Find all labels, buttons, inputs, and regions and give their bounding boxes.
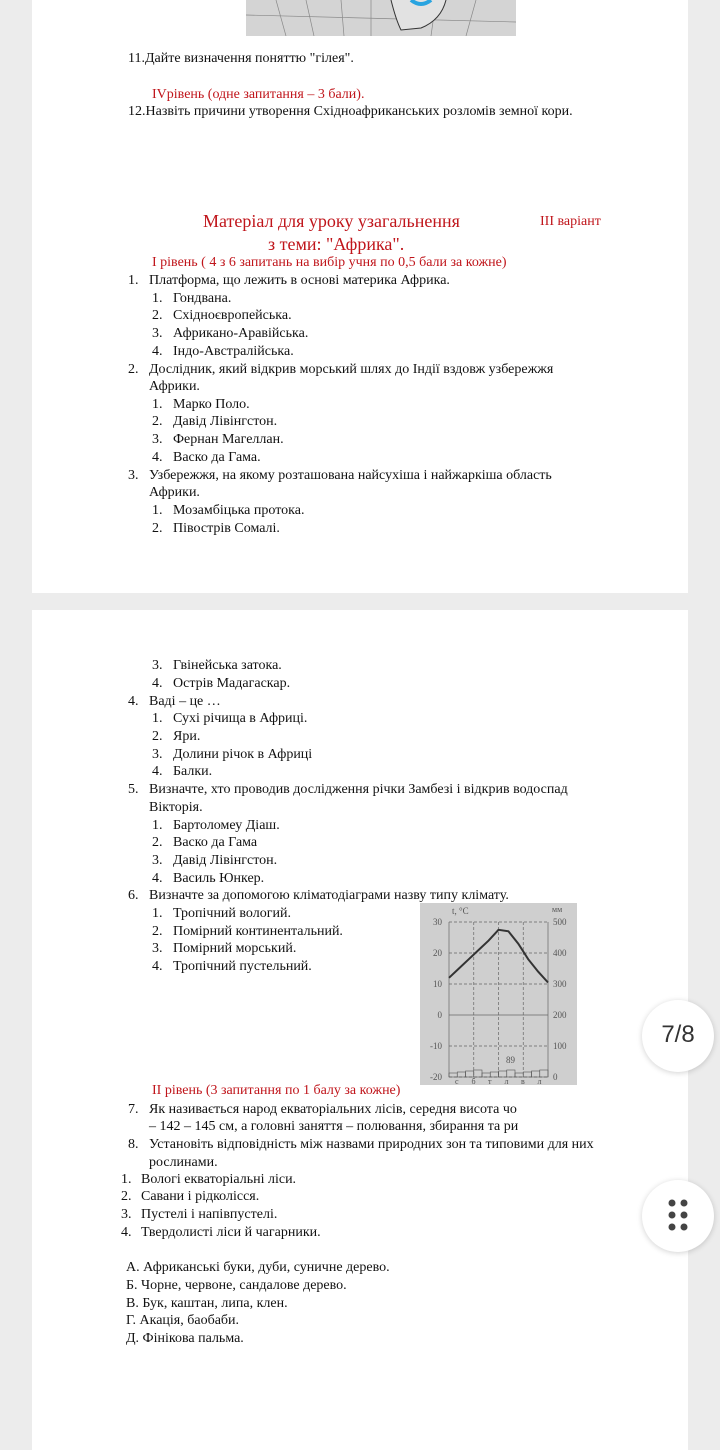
option-number: 1. — [152, 291, 163, 306]
question-text: Як називається народ екваторіальних лісів, середня висота чо — [149, 1102, 517, 1117]
plant-item: Г. Акація, баобаби. — [126, 1313, 240, 1328]
answer-option: Сухі річища в Африці. — [173, 711, 308, 726]
answer-option: Бартоломеу Діаш. — [173, 818, 280, 833]
question-text: Вікторія. — [149, 800, 203, 815]
option-number: 4. — [152, 450, 163, 465]
precipitation-bar — [507, 1070, 515, 1077]
option-number: 2. — [152, 924, 163, 939]
zone-number: 2. — [121, 1189, 132, 1204]
page-indicator-text: 7/8 — [661, 1021, 695, 1048]
question-number: 1. — [128, 273, 139, 288]
answer-option: Яри. — [173, 729, 201, 744]
question-11: 11.Дайте визначення поняттю "гілея". — [128, 51, 354, 66]
question-text: – 142 – 145 см, а головні заняття – полювання, збирання та ри — [149, 1119, 519, 1134]
answer-option: Помірний континентальний. — [173, 924, 343, 939]
x-tick-label: л — [504, 1077, 509, 1085]
precip-total-label: 89 — [506, 1055, 515, 1065]
option-number: 3. — [152, 853, 163, 868]
y-tick-label: 10 — [433, 979, 442, 989]
africa-map-image — [246, 0, 516, 36]
plant-item: В. Бук, каштан, липа, клен. — [126, 1296, 288, 1311]
y-tick-label: 0 — [437, 1010, 442, 1020]
question-text: Визначте, хто проводив дослідження річки Замбезі і відкрив водоспад — [149, 782, 568, 797]
answer-option: Мозамбіцька протока. — [173, 503, 305, 518]
answer-option: Давід Лівінгстон. — [173, 853, 278, 868]
answer-option: Фернан Магеллан. — [173, 432, 284, 447]
y2-axis-label: мм — [552, 905, 563, 914]
option-number: 1. — [152, 397, 163, 412]
plant-item: Д. Фінікова пальма. — [126, 1331, 244, 1346]
answer-option: Тропічний вологий. — [173, 906, 291, 921]
y2-tick-label: 100 — [553, 1041, 567, 1051]
option-number: 3. — [152, 658, 163, 673]
map-drawing — [246, 0, 516, 36]
question-number: 3. — [128, 468, 139, 483]
grid-dots-icon — [666, 1198, 690, 1234]
y-tick-label: -20 — [430, 1072, 442, 1082]
answer-option: Василь Юнкер. — [173, 871, 265, 886]
x-tick-label: л — [537, 1077, 542, 1085]
question-text: Африки. — [149, 485, 200, 500]
question-text: Визначте за допомогою кліматодіаграми назву типу клімату. — [149, 888, 509, 903]
option-number: 4. — [152, 764, 163, 779]
zone-number: 1. — [121, 1172, 132, 1187]
answer-option: Острів Мадагаскар. — [173, 676, 291, 691]
plant-item: А. Африканські буки, дуби, суничне дерево. — [126, 1260, 390, 1275]
answer-option: Балки. — [173, 764, 213, 779]
option-number: 4. — [152, 676, 163, 691]
question-text: Узбережжя, на якому розташована найсухіша і найжаркіша область — [149, 468, 552, 483]
climate-diagram — [420, 903, 577, 1085]
answer-option: Давід Лівінгстон. — [173, 414, 278, 429]
level-2-heading: II рівень (3 запитання по 1 балу за кожне) — [152, 1083, 401, 1098]
option-number: 2. — [152, 521, 163, 536]
answer-option: Африкано-Аравійська. — [173, 326, 309, 341]
option-number: 2. — [152, 414, 163, 429]
y2-tick-label: 0 — [553, 1072, 558, 1082]
x-tick-label: б — [471, 1077, 476, 1085]
x-tick-label: т — [488, 1077, 492, 1085]
answer-option: Гвінейська затока. — [173, 658, 282, 673]
page-grid-button[interactable] — [642, 1180, 714, 1252]
question-text: Платформа, що лежить в основі материка Африка. — [149, 273, 450, 288]
option-number: 2. — [152, 729, 163, 744]
x-tick-label: в — [521, 1077, 525, 1085]
y2-tick-label: 300 — [553, 979, 567, 989]
answer-option: Півострів Сомалі. — [173, 521, 280, 536]
zone-item: Твердолисті ліси й чагарники. — [141, 1225, 321, 1240]
precipitation-bar — [474, 1070, 482, 1077]
zone-number: 3. — [121, 1207, 132, 1222]
option-number: 3. — [152, 432, 163, 447]
title-line-2: з теми: "Африка". — [268, 234, 405, 254]
answer-option: Індо-Австралійська. — [173, 344, 294, 359]
level-4-heading: IVрівень (одне запитання – 3 бали). — [152, 87, 365, 102]
answer-option: Васко да Гама — [173, 835, 258, 850]
y2-tick-label: 500 — [553, 917, 567, 927]
question-number: 8. — [128, 1137, 139, 1152]
option-number: 3. — [152, 747, 163, 762]
level-1-heading: I рівень ( 4 з 6 запитань на вибір учня по 0,5 бали за кожне) — [152, 255, 507, 270]
option-number: 3. — [152, 941, 163, 956]
answer-option: Гондвана. — [173, 291, 232, 306]
option-number: 4. — [152, 871, 163, 886]
option-number: 4. — [152, 344, 163, 359]
x-tick-label: с — [455, 1077, 459, 1085]
question-number: 7. — [128, 1102, 139, 1117]
zone-number: 4. — [121, 1225, 132, 1240]
precipitation-bar — [540, 1070, 548, 1077]
question-number: 5. — [128, 782, 139, 797]
option-number: 2. — [152, 835, 163, 850]
answer-option: Марко Поло. — [173, 397, 250, 412]
answer-option: Помірний морський. — [173, 941, 297, 956]
page-indicator — [642, 1000, 714, 1072]
climate-chart-svg — [420, 903, 577, 1085]
option-number: 1. — [152, 503, 163, 518]
title-line-1: Матеріал для уроку узагальнення — [203, 211, 460, 231]
zone-item: Савани і рідколісся. — [141, 1189, 260, 1204]
variant-label: III варіант — [540, 214, 601, 229]
plant-item: Б. Чорне, червоне, сандалове дерево. — [126, 1278, 347, 1293]
y-tick-label: -10 — [430, 1041, 442, 1051]
question-text: рослинами. — [149, 1155, 218, 1170]
option-number: 1. — [152, 711, 163, 726]
question-12: 12.Назвіть причини утворення Східноафриканських розломів земної кори. — [128, 104, 573, 119]
question-text: Ваді – це … — [149, 694, 221, 709]
answer-option: Тропічний пустельний. — [173, 959, 312, 974]
question-text: Африки. — [149, 379, 200, 394]
zone-item: Вологі екваторіальні ліси. — [141, 1172, 297, 1187]
answer-option: Східноєвропейська. — [173, 308, 292, 323]
question-number: 6. — [128, 888, 139, 903]
option-number: 4. — [152, 959, 163, 974]
y-axis-label: t, °C — [452, 906, 469, 916]
y2-tick-label: 200 — [553, 1010, 567, 1020]
option-number: 1. — [152, 906, 163, 921]
option-number: 2. — [152, 308, 163, 323]
zone-item: Пустелі і напівпустелі. — [141, 1207, 278, 1222]
y-tick-label: 20 — [433, 948, 442, 958]
question-number: 2. — [128, 362, 139, 377]
y2-tick-label: 400 — [553, 948, 567, 958]
option-number: 3. — [152, 326, 163, 341]
y-tick-label: 30 — [433, 917, 442, 927]
answer-option: Долини річок в Африці — [173, 747, 313, 762]
question-text: Установіть відповідність між назвами природних зон та типовими для них — [149, 1137, 594, 1152]
question-number: 4. — [128, 694, 139, 709]
answer-option: Васко да Гама. — [173, 450, 261, 465]
question-text: Дослідник, який відкрив морський шлях до Індії вздовж узбережжя — [149, 362, 554, 377]
option-number: 1. — [152, 818, 163, 833]
